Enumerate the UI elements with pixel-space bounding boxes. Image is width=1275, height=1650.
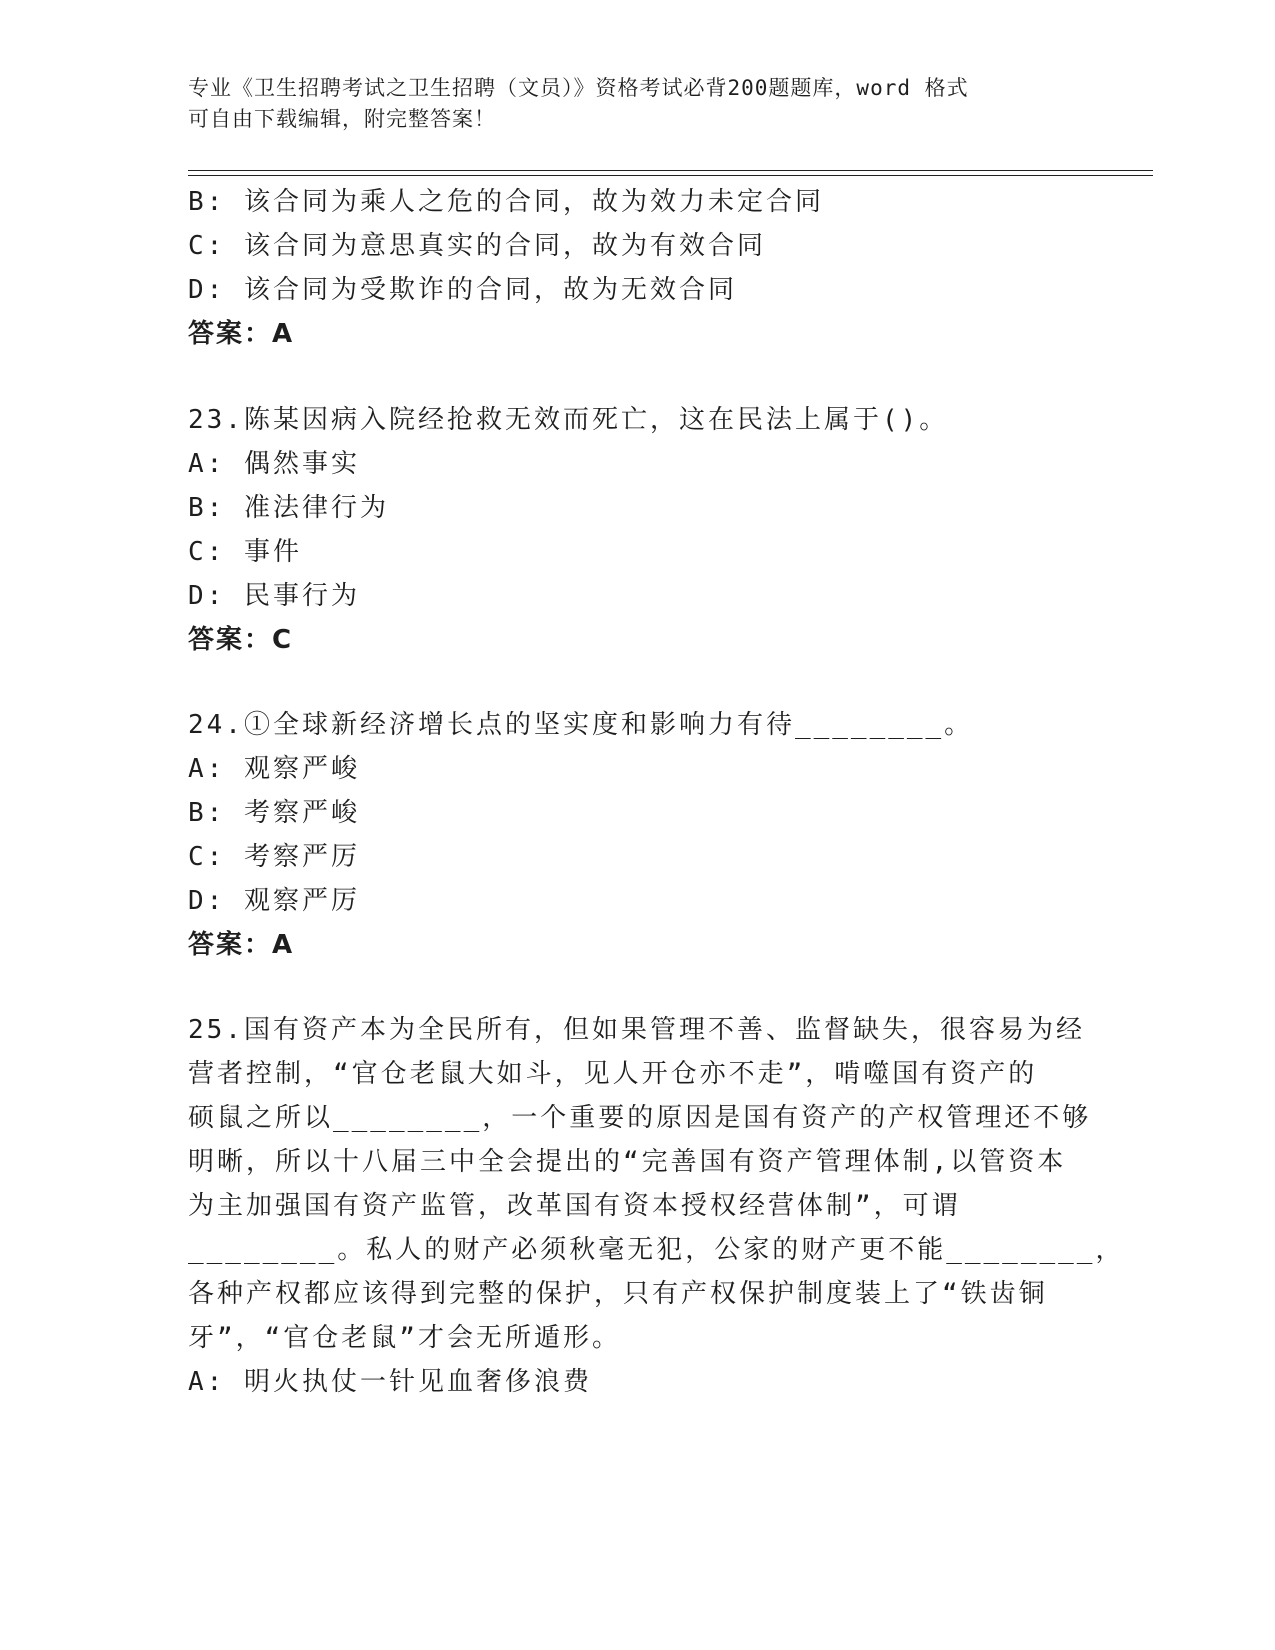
q25-stem-line-2: 营者控制，“官仓老鼠大如斗，见人开仓亦不走”，啃噬国有资产的 [188, 1059, 1038, 1089]
q25-stem-line-7: 各种产权都应该得到完整的保护，只有产权保护制度装上了“铁齿铜 [188, 1279, 1048, 1309]
header-title-line-2: 可自由下载编辑，附完整答案！ [188, 107, 496, 131]
q22-answer: 答案：A [188, 319, 295, 349]
q25-stem-line-6: ________。私人的财产必须秋毫无犯，公家的财产更不能________， [188, 1235, 1125, 1265]
q24-option-d: D: 观察严厉 [188, 886, 360, 916]
q24-answer: 答案：A [188, 930, 295, 960]
q22-option-d: D: 该合同为受欺诈的合同，故为无效合同 [188, 275, 737, 305]
q25-stem-line-3: 硕鼠之所以________，一个重要的原因是国有资产的产权管理还不够 [188, 1103, 1092, 1133]
q23-stem: 23.陈某因病入院经抢救无效而死亡，这在民法上属于()。 [188, 405, 949, 435]
header-divider-top [188, 170, 1153, 171]
q23-answer: 答案：C [188, 625, 294, 655]
q23-option-d: D: 民事行为 [188, 581, 360, 611]
q23-option-a: A: 偶然事实 [188, 449, 360, 479]
q25-stem-line-1: 25.国有资产本为全民所有，但如果管理不善、监督缺失，很容易为经 [188, 1015, 1085, 1045]
q22-option-c: C: 该合同为意思真实的合同，故为有效合同 [188, 231, 766, 261]
q23-option-c: C: 事件 [188, 537, 302, 567]
q22-option-b: B: 该合同为乘人之危的合同，故为效力未定合同 [188, 187, 824, 217]
q24-option-b: B: 考察严峻 [188, 798, 360, 828]
q24-stem: 24.①全球新经济增长点的坚实度和影响力有待________。 [188, 710, 974, 740]
q25-stem-line-4: 明晰，所以十八届三中全会提出的“完善国有资产管理体制,以管资本 [188, 1147, 1067, 1177]
q24-option-a: A: 观察严峻 [188, 754, 360, 784]
header-divider-bottom [188, 175, 1153, 176]
header-title-line-1: 专业《卫生招聘考试之卫生招聘（文员）》资格考试必背200题题库，word 格式 [188, 76, 969, 100]
q23-option-b: B: 准法律行为 [188, 493, 389, 523]
q25-option-a: A: 明火执仗一针见血奢侈浪费 [188, 1367, 592, 1397]
q24-option-c: C: 考察严厉 [188, 842, 360, 872]
q25-stem-line-5: 为主加强国有资产监管，改革国有资本授权经营体制”，可谓 [188, 1191, 961, 1221]
q25-stem-line-8: 牙”，“官仓老鼠”才会无所遁形。 [188, 1323, 621, 1353]
